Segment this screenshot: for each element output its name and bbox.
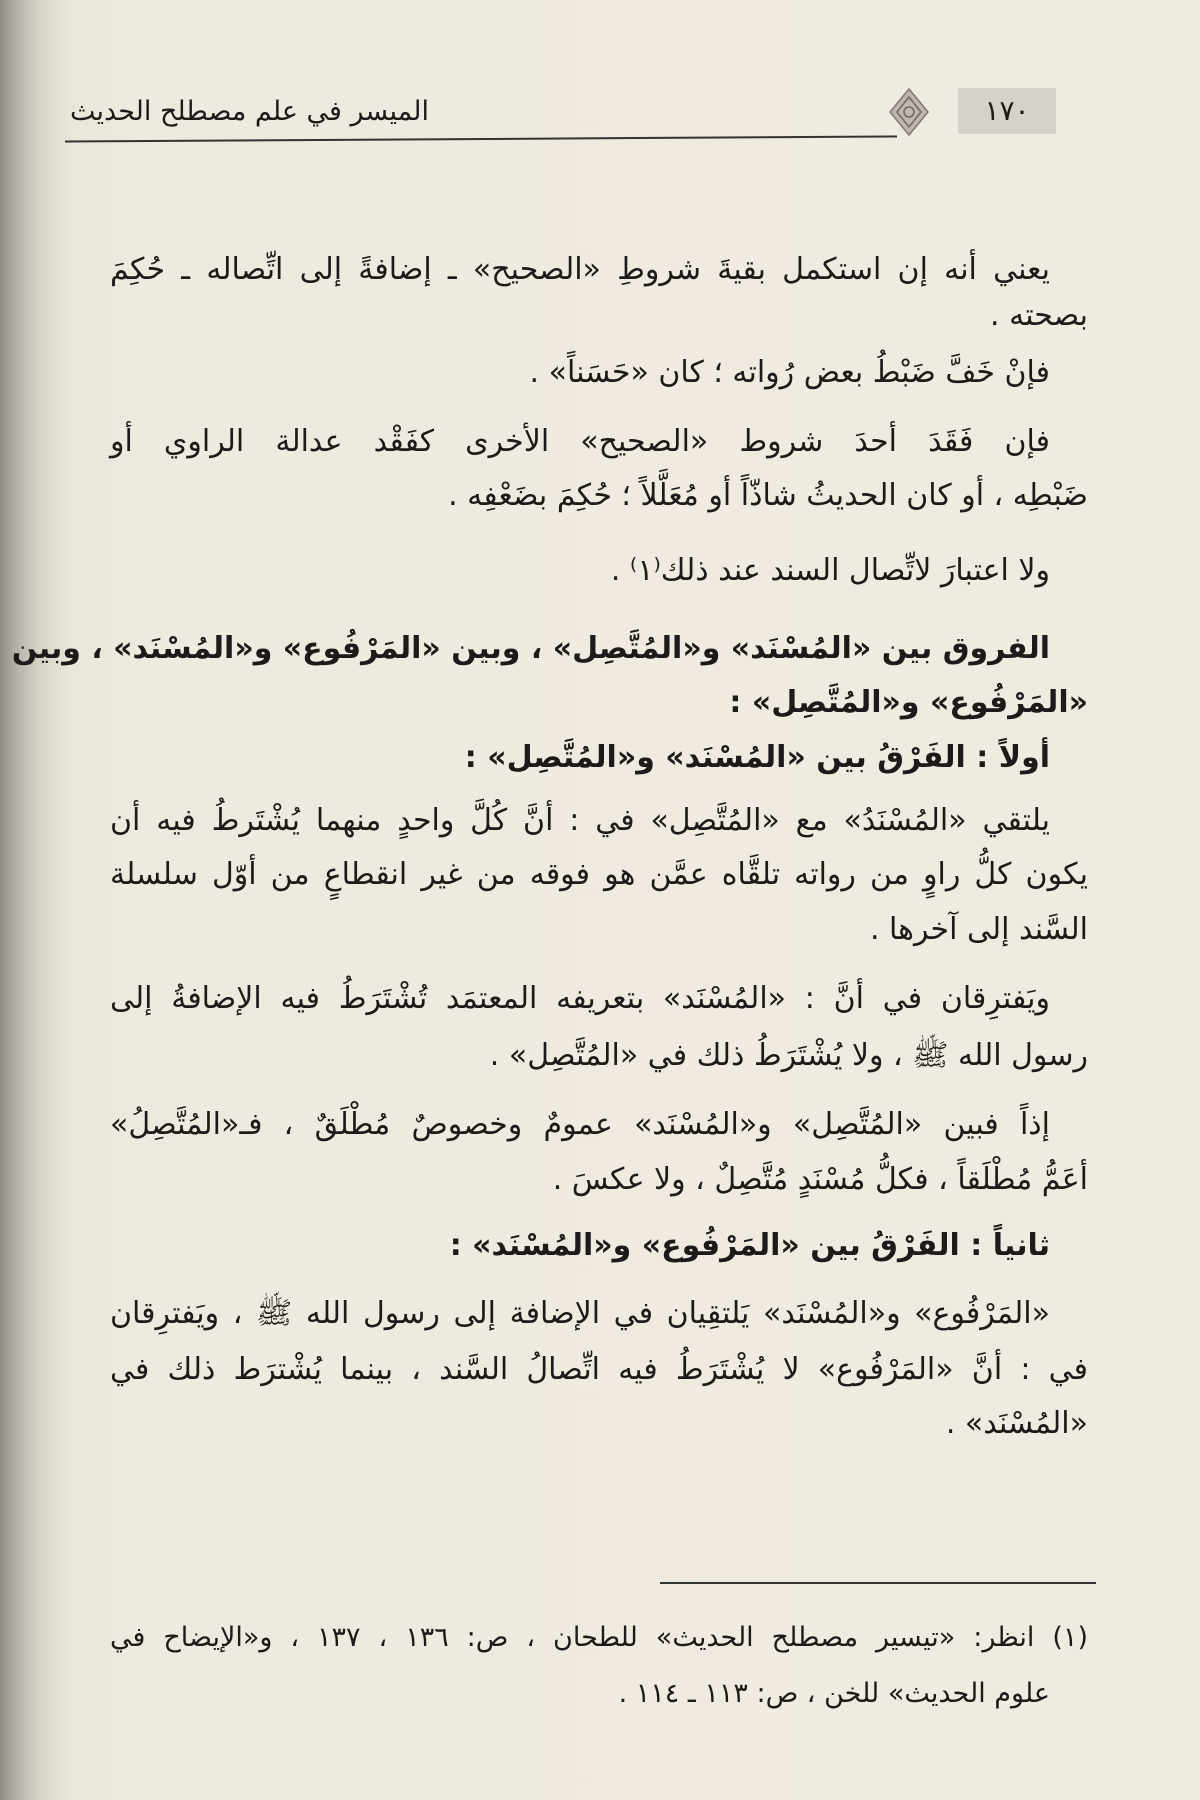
subheading: أولاً : الفَرْقُ بين «المُسْنَد» و«المُتَّصِل» : — [464, 740, 1050, 775]
text-line: يلتقي «المُسْنَدُ» مع «المُتَّصِل» في : أنَّ كُلَّ واحدٍ منهما يُشْتَرطُ فيه أن — [110, 803, 1050, 838]
ornament-icon — [888, 88, 930, 136]
text-line: ولا اعتبارَ لاتِّصال السند عند ذلك⁽١⁾ . — [610, 553, 1050, 588]
footnote-line: علوم الحديث» للخن ، ص: ١١٣ ـ ١١٤ . — [618, 1678, 1050, 1709]
text-line: أعَمُّ مُطْلَقاً ، فكلُّ مُسْنَدٍ مُتَّصِلٌ ، ولا عكسَ . — [552, 1162, 1088, 1197]
text-line: رسول الله ﷺ ، ولا يُشْتَرَطُ ذلك في «المُتَّصِل» . — [489, 1038, 1088, 1073]
text-line: بصحته . — [990, 298, 1088, 333]
text-line: يعني أنه إن استكمل بقيةَ شروطِ «الصحيح» ـ إضافةً إلى اتِّصاله ـ حُكِمَ — [110, 252, 1050, 287]
header-divider — [65, 135, 897, 142]
text-line: السَّند إلى آخرها . — [869, 912, 1088, 947]
text-line: «المُسْنَد» . — [945, 1406, 1088, 1441]
text-line: إذاً فبين «المُتَّصِل» و«المُسْنَد» عمومٌ وخصوصٌ مُطْلَقٌ ، فـ«المُتَّصِلُ» — [110, 1107, 1050, 1142]
text-line: «المَرْفُوع» و«المُسْنَد» يَلتقِيان في الإضافة إلى رسول الله ﷺ ، ويَفترِقان — [110, 1296, 1050, 1331]
subheading: ثانياً : الفَرْقُ بين «المَرْفُوع» و«المُسْنَد» : — [449, 1228, 1050, 1263]
text-line: فإنْ خَفَّ ضَبْطُ بعض رُواته ؛ كان «حَسَناً» . — [529, 355, 1050, 390]
page-number: ١٧٠ — [958, 88, 1056, 134]
text-line: ضَبْطِه ، أو كان الحديثُ شاذّاً أو مُعَلَّلاً ؛ حُكِمَ بضَعْفِه . — [448, 478, 1088, 513]
text-line: فإن فَقَدَ أحدَ شروط «الصحيح» الأخرى كفَقْد عدالة الراوي أو — [110, 424, 1050, 459]
footnote-line: (١) انظر: «تيسير مصطلح الحديث» للطحان ، ص: ١٣٦ ، ١٣٧ ، و«الإيضاح في — [110, 1622, 1088, 1653]
book-title: الميسر في علم مصطلح الحديث — [70, 96, 429, 127]
footnote-divider — [660, 1582, 1096, 1584]
section-heading: «المَرْفُوع» و«المُتَّصِل» : — [729, 685, 1088, 720]
text-line: يكون كلُّ راوٍ من رواته تلقَّاه عمَّن هو فوقه من غير انقطاعٍ من أوّل سلسلة — [110, 857, 1088, 892]
section-heading: الفروق بين «المُسْنَد» و«المُتَّصِل» ، وبين «المَرْفُوع» و«المُسْنَد» ، وبين — [11, 631, 1050, 666]
text-line: في : أنَّ «المَرْفُوع» لا يُشْتَرَطُ فيه اتِّصالُ السَّند ، بينما يُشْترَط ذلك في — [110, 1352, 1088, 1387]
text-line: ويَفترِقان في أنَّ : «المُسْنَد» بتعريفه المعتمَد تُشْتَرَطُ فيه الإضافةُ إلى — [110, 981, 1050, 1016]
